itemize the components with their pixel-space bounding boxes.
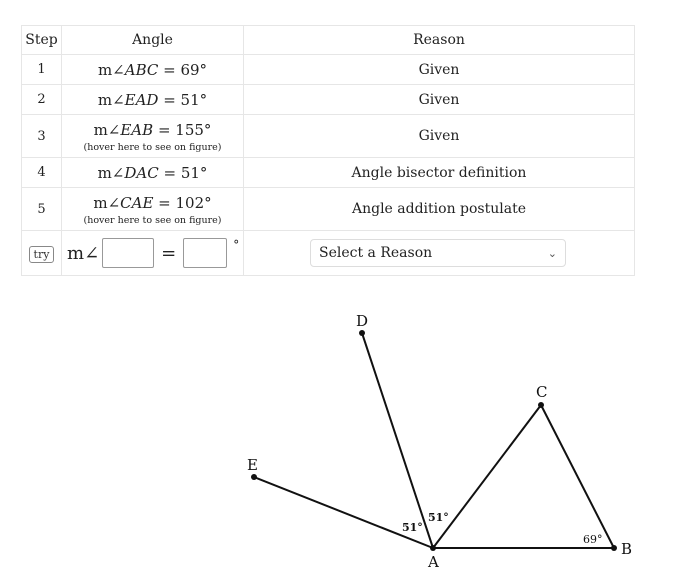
- chevron-down-icon: ⌄: [547, 246, 557, 260]
- equals-sign: =: [161, 242, 177, 264]
- angle-name: CAE: [120, 193, 154, 212]
- point-A: [430, 545, 436, 551]
- reason-text: Angle addition postulate: [244, 188, 635, 231]
- header-angle: Angle: [62, 26, 244, 55]
- header-reason: Reason: [244, 26, 635, 55]
- angle-name: ABC: [124, 61, 159, 79]
- ray-AD: [362, 333, 433, 548]
- point-D: [359, 330, 365, 336]
- angle-name: DAC: [124, 164, 159, 182]
- angle-prefix: m∠: [93, 193, 121, 212]
- reason-select-value: Select a Reason: [319, 245, 433, 261]
- angle-value: = 51°: [158, 91, 208, 109]
- segment-CB: [541, 405, 614, 548]
- angle-name: EAB: [120, 120, 154, 139]
- point-E: [251, 474, 257, 480]
- try-button[interactable]: try: [29, 246, 55, 263]
- step-number: 3: [22, 115, 62, 158]
- angle-value: = 51°: [158, 164, 208, 182]
- hover-hint[interactable]: (hover here to see on figure): [83, 141, 222, 153]
- label-B: B: [621, 540, 633, 558]
- reason-text: Given: [244, 85, 635, 115]
- angle-value: = 102°: [153, 193, 212, 212]
- label-C: C: [536, 383, 548, 401]
- angle-label-EAD: 51°: [402, 521, 423, 534]
- angle-prefix: m∠: [97, 91, 125, 109]
- angle-label-DAC: 51°: [428, 511, 449, 524]
- reason-text: Angle bisector definition: [244, 158, 635, 188]
- angle-value: = 69°: [158, 61, 208, 79]
- step-number: 4: [22, 158, 62, 188]
- angle-value: = 155°: [153, 120, 212, 139]
- reason-text: Given: [244, 55, 635, 85]
- ray-AE: [254, 477, 433, 548]
- degree-symbol: °: [233, 238, 240, 252]
- angle-name: EAD: [124, 91, 159, 109]
- angle-prefix: m∠: [97, 61, 125, 79]
- angle-label-ABC: 69°: [583, 533, 603, 546]
- segment-AC: [433, 405, 541, 548]
- label-E: E: [247, 456, 258, 474]
- point-B: [611, 545, 617, 551]
- angle-prefix: m∠: [97, 164, 125, 182]
- reason-text: Given: [244, 115, 635, 158]
- step-number: 1: [22, 55, 62, 85]
- point-C: [538, 402, 544, 408]
- step-number: 5: [22, 188, 62, 231]
- hover-hint[interactable]: (hover here to see on figure): [83, 214, 222, 226]
- header-step: Step: [22, 26, 62, 55]
- step-number: 2: [22, 85, 62, 115]
- label-A: A: [428, 553, 439, 571]
- angle-prefix: m∠: [93, 120, 121, 139]
- angle-prefix: m∠: [67, 242, 100, 264]
- label-D: D: [356, 312, 369, 330]
